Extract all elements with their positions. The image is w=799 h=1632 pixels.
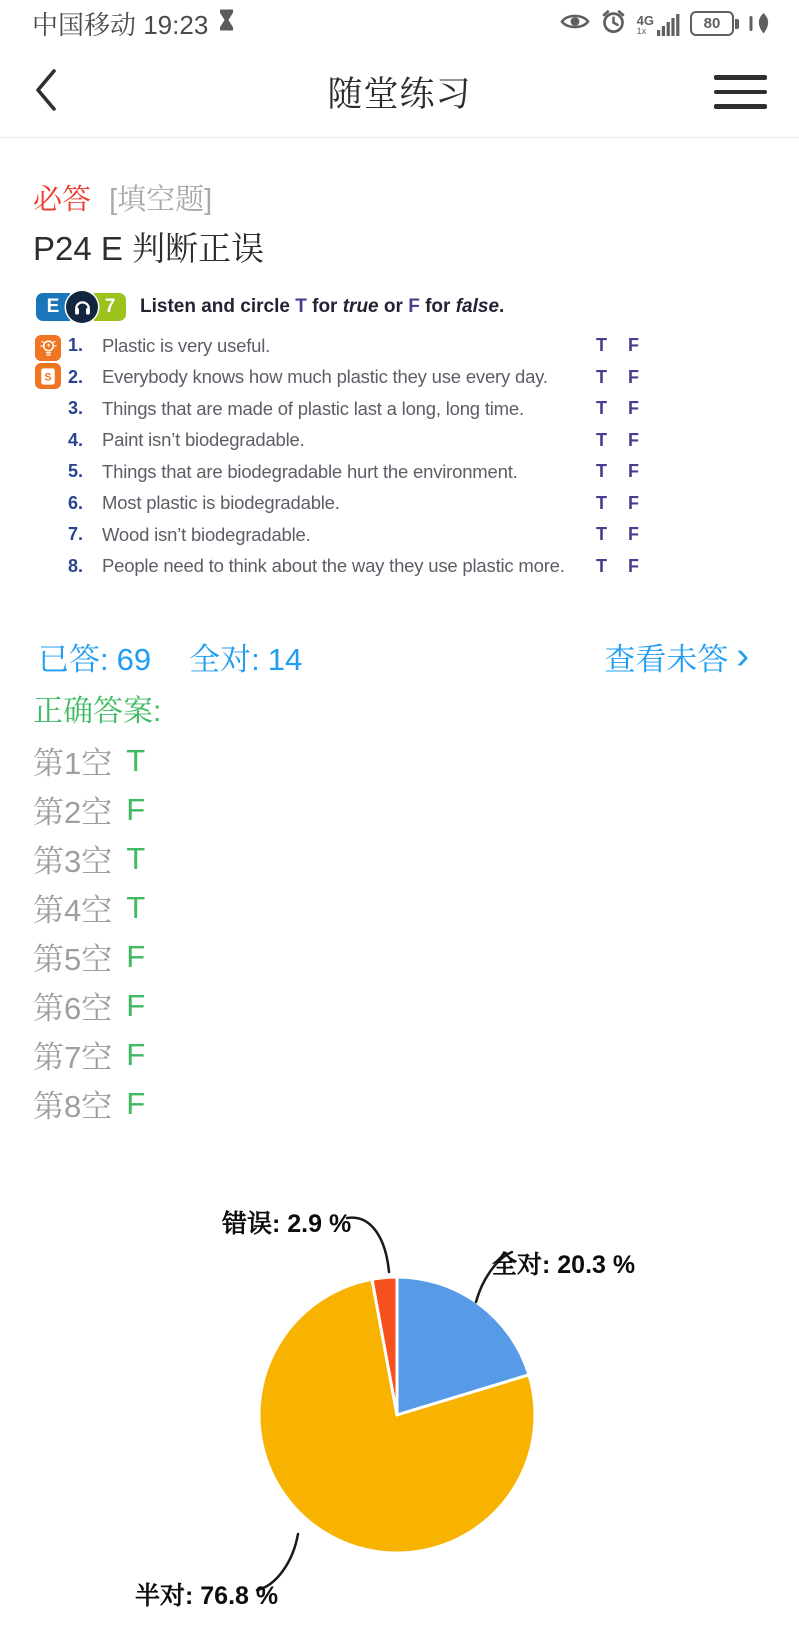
tf-option-t: T [596,429,607,450]
instruction-t: T [295,296,307,317]
question-row [36,330,676,362]
question-row [36,393,676,425]
hamburger-icon [714,75,767,80]
answer-row [33,834,145,883]
question-row [36,425,676,457]
answer-row [33,736,145,785]
question-text: Everybody knows how much plastic they use every day. [102,366,548,388]
answer-label: 第8空 [33,1089,113,1124]
question-text: People need to think about the way they use plastic more. [102,555,565,577]
tf-option-f: F [628,461,639,482]
question-text: Wood isn’t biodegradable. [102,523,311,545]
exercise-badge [36,291,126,323]
answer-value: T [126,889,146,925]
hourglass-icon [218,8,235,39]
carrier-time-text: 中国移动 19:23 [32,10,209,40]
answer-label: 第6空 [33,991,113,1026]
answer-label: 第1空 [33,746,113,781]
instruction-text: Listen and circle T for true or F for false. [140,296,505,317]
tf-option-f: F [628,335,639,356]
answer-value: F [126,987,146,1023]
question-text: Paint isn’t biodegradable. [102,429,305,451]
question-text: Most plastic is biodegradable. [102,492,340,514]
network-sub-text: 1x [636,26,647,36]
answer-value: F [126,1085,146,1121]
answer-value: T [126,742,146,778]
answered-stat: 已答: 69 [38,641,152,677]
question-row [36,488,676,520]
tf-option-t: T [596,524,607,545]
exercise-image [36,288,676,582]
tf-option-f: F [628,555,639,576]
question-text: Plastic is very useful. [102,334,271,356]
tf-option-t: T [596,492,607,513]
tf-option-f: F [628,492,639,513]
pie-svg [0,1120,799,1632]
headphones-icon [66,291,98,323]
answer-row [33,981,145,1030]
alarm-clock-icon [600,8,627,40]
question-number: 2. [68,366,84,387]
answer-row [33,883,145,932]
answer-value: F [126,938,146,974]
result-pie-chart [0,1120,799,1632]
chart-label-half: 半对: 76.8 % [135,1582,279,1610]
eye-icon [560,10,590,38]
leader-line-wrong [347,1218,389,1272]
tf-option-t: T [596,398,607,419]
signal-icon [637,11,680,36]
menu-button[interactable] [714,71,767,113]
battery-icon [690,11,739,36]
battery-level-text: 80 [703,15,721,32]
answer-label: 第5空 [33,942,113,977]
answer-row [33,1030,145,1079]
instruction-f: F [408,296,420,317]
svg-text:S: S [44,371,52,384]
tf-option-f: F [628,366,639,387]
chevron-right-icon: › [736,635,749,677]
tf-option-t: T [596,555,607,576]
question-number: 1. [68,335,84,356]
answer-label: 第2空 [33,795,113,830]
power-save-leaf-icon [749,12,771,35]
question-number: 4. [68,429,84,450]
question-list [36,330,676,582]
answer-value: F [126,1036,146,1072]
question-number: 6. [68,492,84,513]
required-tag: 必答 [33,184,92,216]
answer-label: 第7空 [33,1040,113,1075]
tf-option-t: T [596,461,607,482]
tf-option-f: F [628,429,639,450]
back-button[interactable] [32,67,72,117]
answer-value: F [126,791,146,827]
badge-track-number: 7 [94,293,126,321]
question-title: P24 E 判断正误 [33,230,265,267]
all-correct-stat: 全对: 14 [189,641,303,677]
question-header [33,180,766,272]
question-type-label: [填空题] [109,184,213,216]
tf-option-t: T [596,335,607,356]
nav-bar [0,47,799,138]
answer-row [33,785,145,834]
question-number: 3. [68,398,84,419]
view-unanswered-link[interactable]: 查看未答 › [604,635,749,677]
badge-letter: E [36,293,70,321]
network-type-text: 4G [636,13,654,28]
answer-row [33,932,145,981]
page-title: 随堂练习 [327,75,472,114]
status-bar [0,0,799,47]
tf-option-f: F [628,524,639,545]
instruction-true: true [342,296,379,317]
question-row [36,362,676,394]
question-number: 8. [68,555,84,576]
question-number: 5. [68,461,84,482]
tf-option-t: T [596,366,607,387]
answer-label: 第4空 [33,893,113,928]
tf-option-f: F [628,398,639,419]
answer-value: T [126,840,146,876]
question-row [36,551,676,583]
correct-answers-heading: 正确答案: [33,695,162,728]
question-text: Things that are biodegradable hurt the environment. [102,460,518,482]
question-row [36,456,676,488]
question-number: 7. [68,524,84,545]
question-row [36,519,676,551]
instruction-false: false [455,296,500,317]
question-text: Things that are made of plastic last a long, long time. [102,397,524,419]
chart-label-correct: 全对: 20.3 % [492,1251,636,1279]
back-chevron-icon [32,67,58,118]
answer-list [33,736,145,1128]
chart-label-wrong: 错误: 2.9 % [222,1210,352,1238]
answer-label: 第3空 [33,844,113,879]
stats-bar [30,634,749,678]
